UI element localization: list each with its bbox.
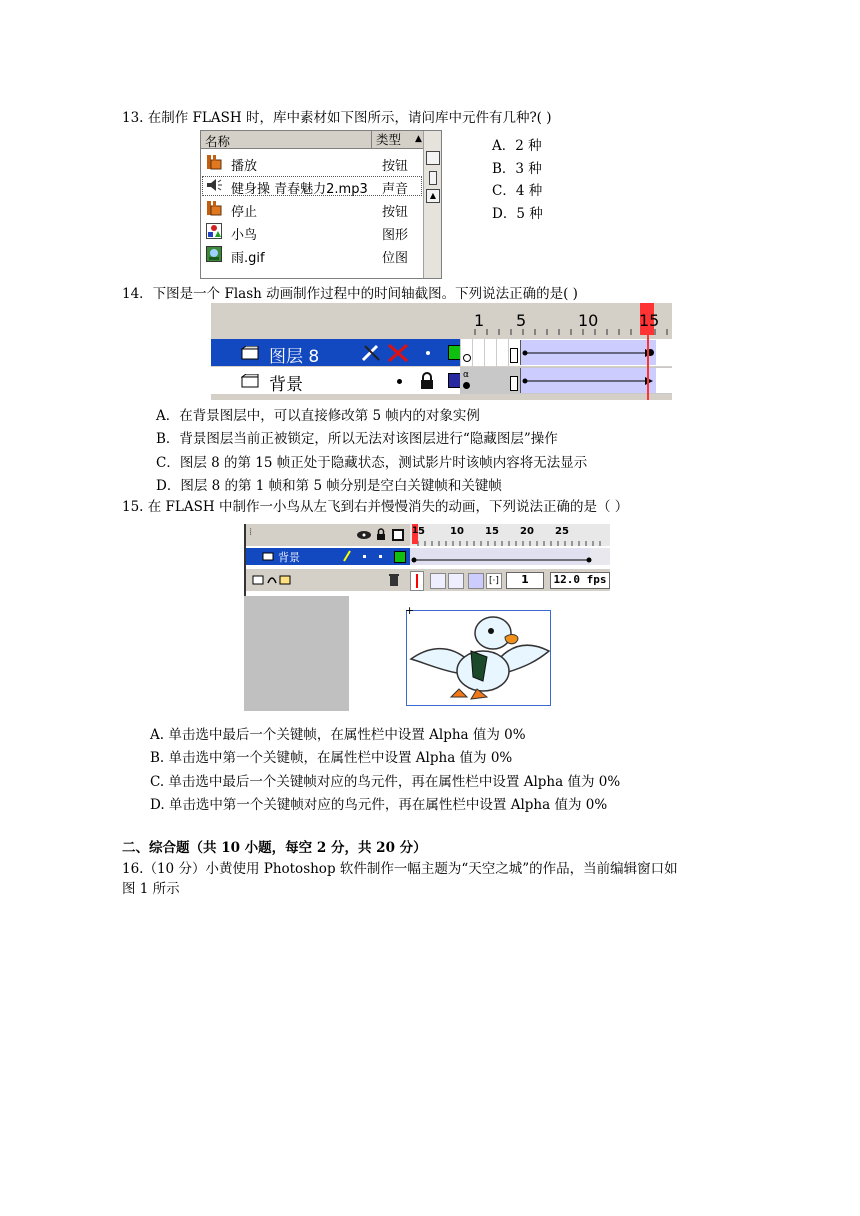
q14-option: A．在背景图层中，可以直接修改第 5 帧内的对象实例 xyxy=(156,408,480,424)
playhead[interactable] xyxy=(639,303,660,335)
playhead-label: 15 xyxy=(639,311,660,330)
onion-markers-button[interactable]: [·] xyxy=(486,573,502,589)
sound-icon xyxy=(206,177,222,193)
library-item[interactable]: 健身操 青春魅力2.mp3 声音 xyxy=(201,175,423,197)
q13-options xyxy=(492,135,543,225)
bitmap-icon xyxy=(206,246,222,262)
layer8-after-frames xyxy=(656,340,672,365)
current-frame-field[interactable]: 1 xyxy=(506,572,544,589)
section2-heading: 二、综合题（共 10 小题，每空 2 分，共 20 分） xyxy=(122,840,427,856)
keyframe-dot xyxy=(463,382,470,389)
ruler-label: 5 xyxy=(516,311,527,330)
outline-icon[interactable] xyxy=(392,529,404,541)
q15-option: A. 单击选中最后一个关键帧，在属性栏中设置 Alpha 值为 0% xyxy=(150,727,526,743)
q14-options xyxy=(156,405,587,498)
tween-span xyxy=(410,548,610,565)
lock-icon[interactable] xyxy=(376,528,386,541)
ruler-ticks xyxy=(410,539,610,546)
layer-icon xyxy=(241,346,259,360)
q13-question: 13. 在制作 FLASH 时，库中素材如下图所示，请问库中元件有几种?( ) xyxy=(122,110,552,126)
library-header xyxy=(201,131,423,149)
edit-multiple-button[interactable] xyxy=(468,573,484,589)
bird-graphic xyxy=(407,611,550,705)
timeline-panel xyxy=(211,303,672,400)
col-name-header[interactable]: 名称 xyxy=(205,134,231,149)
onion-outline-button[interactable] xyxy=(448,573,464,589)
q14-option: D．图层 8 的第 1 帧和第 5 帧分别是空白关键帧和关键帧 xyxy=(156,477,502,494)
scroll-thumb[interactable] xyxy=(429,171,437,185)
timeline-header xyxy=(246,524,610,546)
library-item[interactable]: 停止 按钮 xyxy=(201,198,423,220)
visible-dot[interactable] xyxy=(397,379,402,384)
work-area xyxy=(244,596,349,711)
q15-options xyxy=(150,724,620,817)
action-icon: α xyxy=(463,370,469,380)
layer-frames[interactable] xyxy=(410,548,610,565)
q14-option: C．图层 8 的第 15 帧正处于隐藏状态，测试影片时该帧内容将无法显示 xyxy=(156,454,588,471)
library-item[interactable]: 播放 按钮 xyxy=(201,152,423,174)
outline-color-box[interactable] xyxy=(394,551,406,563)
q13-option: C．4 种 xyxy=(492,183,543,199)
trash-icon[interactable] xyxy=(388,573,400,587)
layer-name: 背景 xyxy=(269,375,303,395)
onion-skin-button[interactable] xyxy=(430,573,446,589)
timeline-toolbar xyxy=(246,569,610,591)
center-frame-button[interactable] xyxy=(410,571,424,591)
layer8-motion-tween[interactable] xyxy=(520,340,657,365)
background-motion-tween[interactable] xyxy=(520,368,657,393)
lock-dot[interactable] xyxy=(426,351,430,355)
col-type-header[interactable]: 类型 xyxy=(371,131,411,148)
graphic-symbol-icon xyxy=(206,223,222,239)
q16-line1: 16.（10 分）小黄使用 Photoshop 软件制作一幅主题为“天空之城”的作品，当前编辑窗口如 xyxy=(122,861,678,877)
q14-question: 14．下图是一个 Flash 动画制作过程中的时间轴截图。下列说法正确的是( ) xyxy=(122,286,578,302)
hidden-x-icon[interactable] xyxy=(387,343,409,363)
scroll-up-icon[interactable]: ▲ xyxy=(426,189,440,203)
bird-instance-selection[interactable] xyxy=(406,610,551,706)
fps-field[interactable]: 12.0 fps xyxy=(550,572,610,589)
playhead-line xyxy=(647,333,649,400)
q16-line2: 图 1 所示 xyxy=(122,881,180,897)
layer-row-background[interactable] xyxy=(211,367,460,394)
locked-icon[interactable] xyxy=(419,372,435,390)
q15-option: D. 单击选中第一个关键帧对应的鸟元件，再在属性栏中设置 Alpha 值为 0% xyxy=(150,796,608,813)
end-frame-icon xyxy=(510,376,518,391)
layer-name: 图层 8 xyxy=(269,347,320,367)
button-symbol-icon xyxy=(206,200,222,216)
grip-icon[interactable]: ⁞ xyxy=(249,527,253,538)
frame-ruler[interactable]: 5 10 15 20 25 xyxy=(410,524,610,546)
registration-cross: + xyxy=(405,604,415,617)
flash-window xyxy=(244,524,610,711)
layer-icon xyxy=(241,374,259,388)
playhead[interactable]: 1 xyxy=(412,524,418,544)
button-symbol-icon xyxy=(206,154,222,170)
ruler-label: 10 xyxy=(578,311,599,330)
layer-row-background[interactable] xyxy=(246,548,410,565)
ruler-label: 1 xyxy=(474,311,485,330)
pencil-icon[interactable] xyxy=(342,550,352,562)
tween-arrow xyxy=(521,340,657,365)
tween-arrow xyxy=(521,368,657,393)
q15-option: B. 单击选中第一个关键帧，在属性栏中设置 Alpha 值为 0% xyxy=(150,750,513,767)
q13-option: B．3 种 xyxy=(492,160,542,177)
layer-row-8[interactable] xyxy=(211,339,460,366)
library-panel xyxy=(200,130,442,279)
layer-icon xyxy=(262,551,274,561)
eye-icon[interactable] xyxy=(356,530,372,540)
add-layer-icon[interactable] xyxy=(252,573,292,587)
end-frame-icon xyxy=(510,348,518,363)
q15-question: 15. 在 FLASH 中制作一小鸟从左飞到右并慢慢消失的动画，下列说法正确的是（ ） xyxy=(122,499,629,515)
background-after-frames xyxy=(656,368,672,393)
blank-keyframe-icon xyxy=(463,354,471,362)
q14-option: B．背景图层当前正被锁定，所以无法对该图层进行“隐藏图层”操作 xyxy=(156,431,558,448)
layer-name: 背景 xyxy=(278,551,300,564)
q13-option: A．2 种 xyxy=(492,138,542,154)
library-item[interactable]: 小鸟 图形 xyxy=(201,221,423,243)
sort-arrow-icon[interactable]: ▲ xyxy=(415,134,422,144)
library-scrollbar[interactable] xyxy=(423,131,441,278)
q15-option: C. 单击选中最后一个关键帧对应的鸟元件，再在属性栏中设置 Alpha 值为 0% xyxy=(150,773,621,790)
library-item[interactable]: 雨.gif 位图 xyxy=(201,244,423,266)
pencil-icon[interactable] xyxy=(361,344,381,362)
q13-option: D．5 种 xyxy=(492,205,543,222)
square-button-icon[interactable] xyxy=(426,151,440,165)
